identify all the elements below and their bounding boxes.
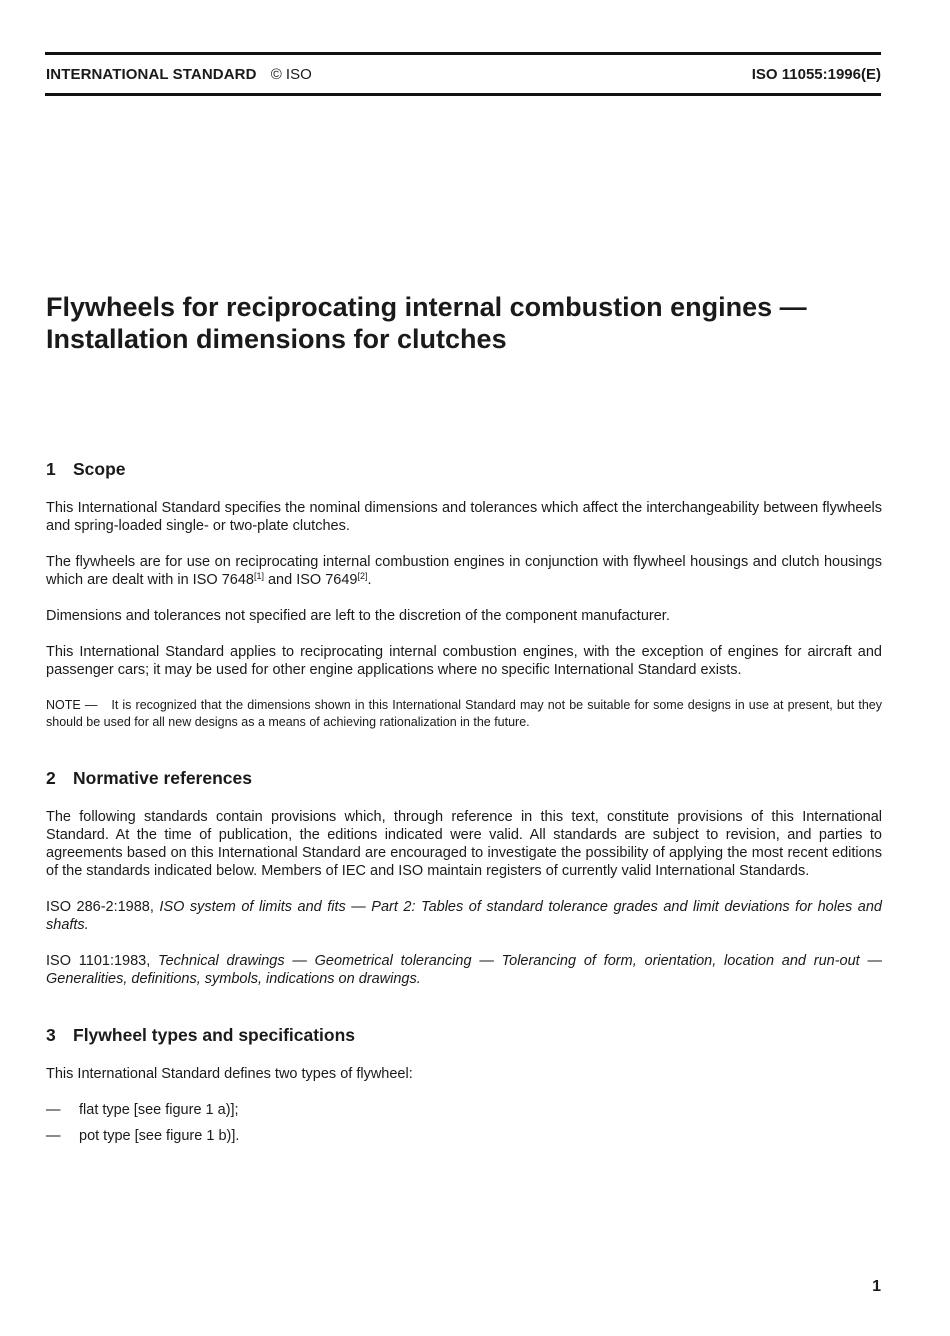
list-dash: — bbox=[46, 1102, 61, 1118]
reference-code: ISO 1101:1983, bbox=[46, 953, 159, 969]
header-top-rule bbox=[45, 52, 881, 55]
note-text: It is recognized that the dimensions shown in this International Standard may not be suitable for some designs in use at present, but they should be used for all new designs as a means of achieving rationalization in the future. bbox=[46, 698, 882, 729]
list-item bbox=[46, 1101, 882, 1119]
list-dash: — bbox=[46, 1128, 61, 1144]
header-bottom-rule bbox=[45, 93, 881, 96]
reference-code: ISO 286-2:1988, bbox=[46, 899, 160, 915]
page-title bbox=[46, 291, 886, 355]
scope-p2-text: The flywheels are for use on reciprocating internal combustion engines in conjunction with flywheel housings and clutch housings which are dealt with in ISO 7648 bbox=[46, 554, 882, 588]
page-number: 1 bbox=[872, 1278, 881, 1295]
scope-p2-text: . bbox=[367, 572, 372, 588]
scope-p2-text: and ISO 7649 bbox=[263, 572, 358, 588]
list-item-text: pot type [see figure 1 b)]. bbox=[79, 1128, 240, 1144]
scope-note bbox=[46, 697, 882, 731]
note-label: NOTE — bbox=[46, 698, 98, 712]
section-heading-normative-references bbox=[46, 769, 882, 787]
scope-paragraph-3: Dimensions and tolerances not specified are left to the discretion of the component manufacturer. bbox=[46, 608, 670, 624]
reference-marker: [1] bbox=[253, 571, 264, 581]
section-number: 2 bbox=[46, 768, 56, 788]
normative-paragraph-1: The following standards contain provisions which, through reference in this text, constitute provisions of this International Standard. At the time of publication, the editions indicated were valid. All standards are subject to revision, and parties to agreements based on this International Standard are encouraged to investigate the possibility of applying the most recent editions of the standards indicated below. Members of IEC and ISO maintain registers of currently valid International Standards. bbox=[46, 809, 882, 879]
document-body bbox=[46, 460, 882, 1145]
reference-title: Technical drawings — Geometrical tolerancing — Tolerancing of form, orientation, location and run-out — Generalities, definitions, symbols, indications on drawings. bbox=[46, 953, 882, 987]
normative-reference-1 bbox=[46, 898, 882, 934]
section-title: Flywheel types and specifications bbox=[73, 1025, 356, 1045]
reference-marker: [2] bbox=[357, 571, 368, 581]
title-line-2: Installation dimensions for clutches bbox=[46, 324, 507, 354]
title-line-1: Flywheels for reciprocating internal combustion engines — bbox=[46, 292, 807, 322]
running-header-left bbox=[46, 66, 312, 83]
scope-paragraph-2 bbox=[46, 553, 882, 589]
copyright-notice: © ISO bbox=[270, 66, 312, 83]
section-number: 3 bbox=[46, 1025, 56, 1045]
list-item-text: flat type [see figure 1 a)]; bbox=[79, 1102, 239, 1118]
reference-title: ISO system of limits and fits — Part 2: Tables of standard tolerance grades and limit deviations for holes and shafts. bbox=[46, 899, 882, 933]
section-heading-scope bbox=[46, 460, 882, 478]
section-title: Scope bbox=[73, 459, 126, 479]
document-number: ISO 11055:1996(E) bbox=[751, 66, 881, 83]
list-item bbox=[46, 1127, 882, 1145]
types-paragraph-1: This International Standard defines two types of flywheel: bbox=[46, 1066, 413, 1082]
section-title: Normative references bbox=[73, 768, 252, 788]
normative-reference-2 bbox=[46, 952, 882, 988]
document-type: INTERNATIONAL STANDARD bbox=[46, 66, 257, 83]
scope-paragraph-4: This International Standard applies to reciprocating internal combustion engines, with the exception of engines for aircraft and passenger cars; it may be used for other engine applications where no specific International Standard exists. bbox=[46, 644, 882, 678]
scope-paragraph-1: This International Standard specifies the nominal dimensions and tolerances which affect the interchangeability between flywheels and spring-loaded single- or two-plate clutches. bbox=[46, 500, 882, 534]
section-number: 1 bbox=[46, 459, 56, 479]
section-heading-flywheel-types bbox=[46, 1026, 882, 1044]
